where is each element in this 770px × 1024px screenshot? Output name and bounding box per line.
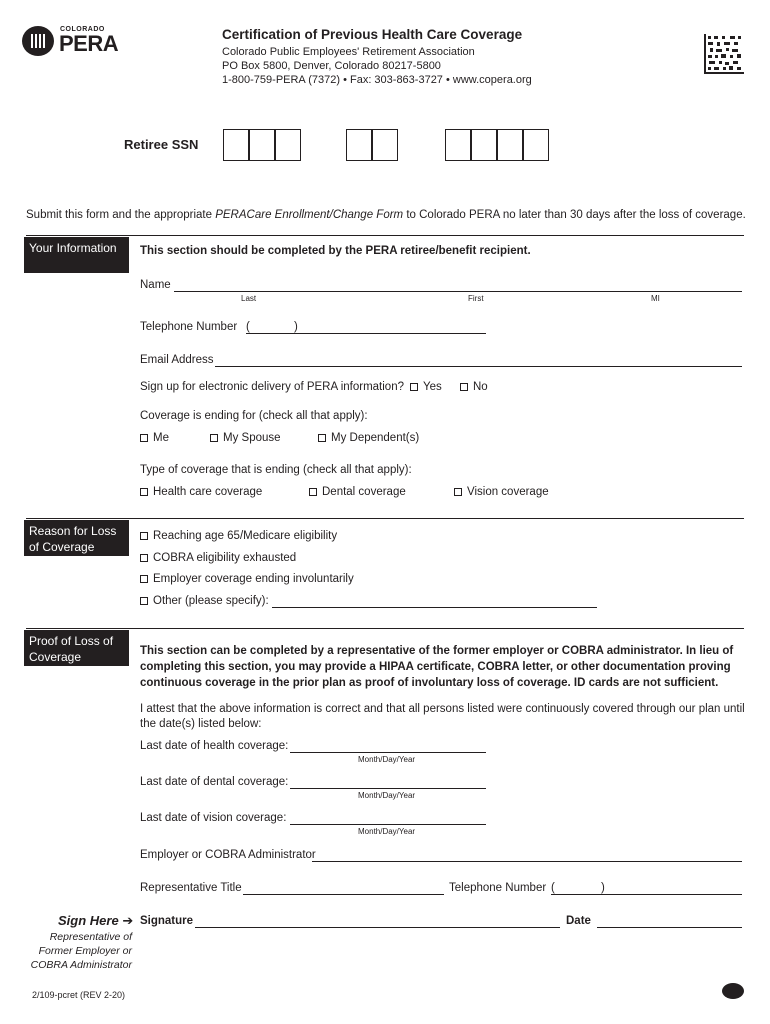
logo-small-text: COLORADO (60, 26, 105, 33)
rep-title-field[interactable] (243, 882, 444, 895)
vision-date-field[interactable] (290, 812, 486, 825)
reason-other-option[interactable]: Other (please specify): (140, 595, 269, 607)
form-id: 2/109-pcret (REV 2-20) (32, 990, 126, 1000)
section-proof-of-loss: Proof of Loss of Coverage (24, 630, 129, 666)
sign-here-label: Sign Here ➔ (58, 913, 134, 928)
checkbox-icon[interactable] (140, 488, 148, 496)
ssn-digit-box[interactable] (223, 129, 249, 161)
reason-cobra-option[interactable]: COBRA eligibility exhausted (140, 552, 296, 564)
section-divider (26, 518, 744, 519)
health-date-label: Last date of health coverage: (140, 740, 289, 752)
date-label: Date (566, 915, 591, 927)
checkbox-icon[interactable] (210, 434, 218, 442)
electronic-no-option[interactable]: No (460, 381, 488, 393)
signature-field[interactable] (195, 915, 560, 928)
intro-instruction: Submit this form and the appropriate PERACare Enrollment/Change Form to Colorado PERA no later than 30 days after the loss of coverage. (26, 209, 746, 221)
date-field[interactable] (597, 915, 742, 928)
coverage-me-option[interactable]: Me (140, 432, 169, 444)
section-divider (26, 628, 744, 629)
sign-here-sub: Representative of Former Employer or COBRA Administrator (30, 931, 132, 971)
rep-title-label: Representative Title (140, 882, 242, 894)
name-mi-sub: MI (651, 294, 660, 303)
rep-telephone-label: Telephone Number (449, 882, 547, 894)
type-vision-option[interactable]: Vision coverage (454, 486, 549, 498)
vision-date-label: Last date of vision coverage: (140, 812, 287, 824)
arrow-right-icon: ➔ (122, 913, 134, 928)
checkbox-icon[interactable] (318, 434, 326, 442)
employer-label: Employer or COBRA Administrator (140, 849, 316, 861)
coverage-type-question: Type of coverage that is ending (check all that apply): (140, 464, 412, 476)
section-your-information: Your Information (24, 237, 129, 273)
checkbox-icon[interactable] (140, 554, 148, 562)
checkbox-icon[interactable] (309, 488, 317, 496)
area-code-close: ) (294, 321, 298, 333)
rep-area-code-open: ( (551, 882, 555, 894)
checkbox-icon[interactable] (454, 488, 462, 496)
barcode-icon (704, 34, 744, 74)
dental-date-sub: Month/Day/Year (358, 791, 416, 800)
email-field[interactable] (215, 354, 742, 367)
checkbox-icon[interactable] (410, 383, 418, 391)
name-last-sub: Last (241, 294, 257, 303)
retiree-ssn-label: Retiree SSN (124, 137, 199, 152)
checkbox-icon[interactable] (460, 383, 468, 391)
logo-big-text: PERA (59, 31, 119, 56)
your-info-instruction: This section should be completed by the PERA retiree/benefit recipient. (140, 245, 531, 257)
coverage-dependents-option[interactable]: My Dependent(s) (318, 432, 419, 444)
area-code-open: ( (246, 321, 250, 333)
checkbox-icon[interactable] (140, 597, 148, 605)
rep-telephone-field[interactable] (551, 882, 742, 895)
name-field[interactable] (174, 279, 742, 292)
pera-logo (22, 26, 122, 56)
electronic-yes-option[interactable]: Yes (410, 381, 442, 393)
vision-date-sub: Month/Day/Year (358, 827, 416, 836)
proof-instruction: This section can be completed by a representative of the former employer or COBRA administrator. In lieu of completing this section, you may provide a HIPAA certificate, COBRA letter, or other documentation proving continuous coverage in the prior plan as proof of involuntary loss of coverage. ID cards are not sufficient. (140, 645, 734, 689)
org-name: Colorado Public Employees' Retirement Association (222, 46, 475, 58)
section-divider (26, 235, 744, 236)
page-marker-icon (722, 983, 744, 999)
ssn-digit-box[interactable] (497, 129, 523, 161)
attestation-text: I attest that the above information is correct and that all persons listed were continuously covered through our plan until the date(s) listed below: (140, 703, 745, 730)
type-health-option[interactable]: Health care coverage (140, 486, 262, 498)
rep-area-code-close: ) (601, 882, 605, 894)
form-title: Certification of Previous Health Care Coverage (222, 27, 523, 42)
type-dental-option[interactable]: Dental coverage (309, 486, 406, 498)
dental-date-field[interactable] (290, 776, 486, 789)
signature-label: Signature (140, 915, 194, 927)
pera-logo-icon (22, 26, 54, 56)
enrollment-form-link-text: PERACare Enrollment/Change Form (215, 209, 404, 221)
telephone-label: Telephone Number (140, 321, 238, 333)
ssn-digit-box[interactable] (275, 129, 301, 161)
reason-employer-option[interactable]: Employer coverage ending involuntarily (140, 573, 354, 585)
checkbox-icon[interactable] (140, 575, 148, 583)
ssn-digit-box[interactable] (346, 129, 372, 161)
checkbox-icon[interactable] (140, 434, 148, 442)
ssn-digit-box[interactable] (523, 129, 549, 161)
coverage-ending-question: Coverage is ending for (check all that apply): (140, 410, 368, 422)
email-label: Email Address (140, 354, 214, 366)
org-address: PO Box 5800, Denver, Colorado 80217-5800 (222, 60, 441, 72)
section-reason-for-loss: Reason for Loss of Coverage (24, 520, 129, 556)
org-contact: 1-800-759-PERA (7372) • Fax: 303-863-3727 • www.copera.org (222, 74, 532, 86)
ssn-digit-box[interactable] (471, 129, 497, 161)
employer-field[interactable] (312, 849, 742, 862)
dental-date-label: Last date of dental coverage: (140, 776, 289, 788)
ssn-digit-box[interactable] (445, 129, 471, 161)
reason-other-field[interactable] (272, 595, 597, 608)
name-first-sub: First (468, 294, 484, 303)
coverage-spouse-option[interactable]: My Spouse (210, 432, 281, 444)
health-date-sub: Month/Day/Year (358, 755, 416, 764)
ssn-digit-box[interactable] (372, 129, 398, 161)
electronic-delivery-question: Sign up for electronic delivery of PERA information? (140, 381, 404, 393)
name-label: Name (140, 279, 171, 291)
reason-medicare-option[interactable]: Reaching age 65/Medicare eligibility (140, 530, 337, 542)
checkbox-icon[interactable] (140, 532, 148, 540)
ssn-digit-box[interactable] (249, 129, 275, 161)
health-date-field[interactable] (290, 740, 486, 753)
telephone-field[interactable] (246, 321, 486, 334)
form-header (222, 28, 532, 87)
